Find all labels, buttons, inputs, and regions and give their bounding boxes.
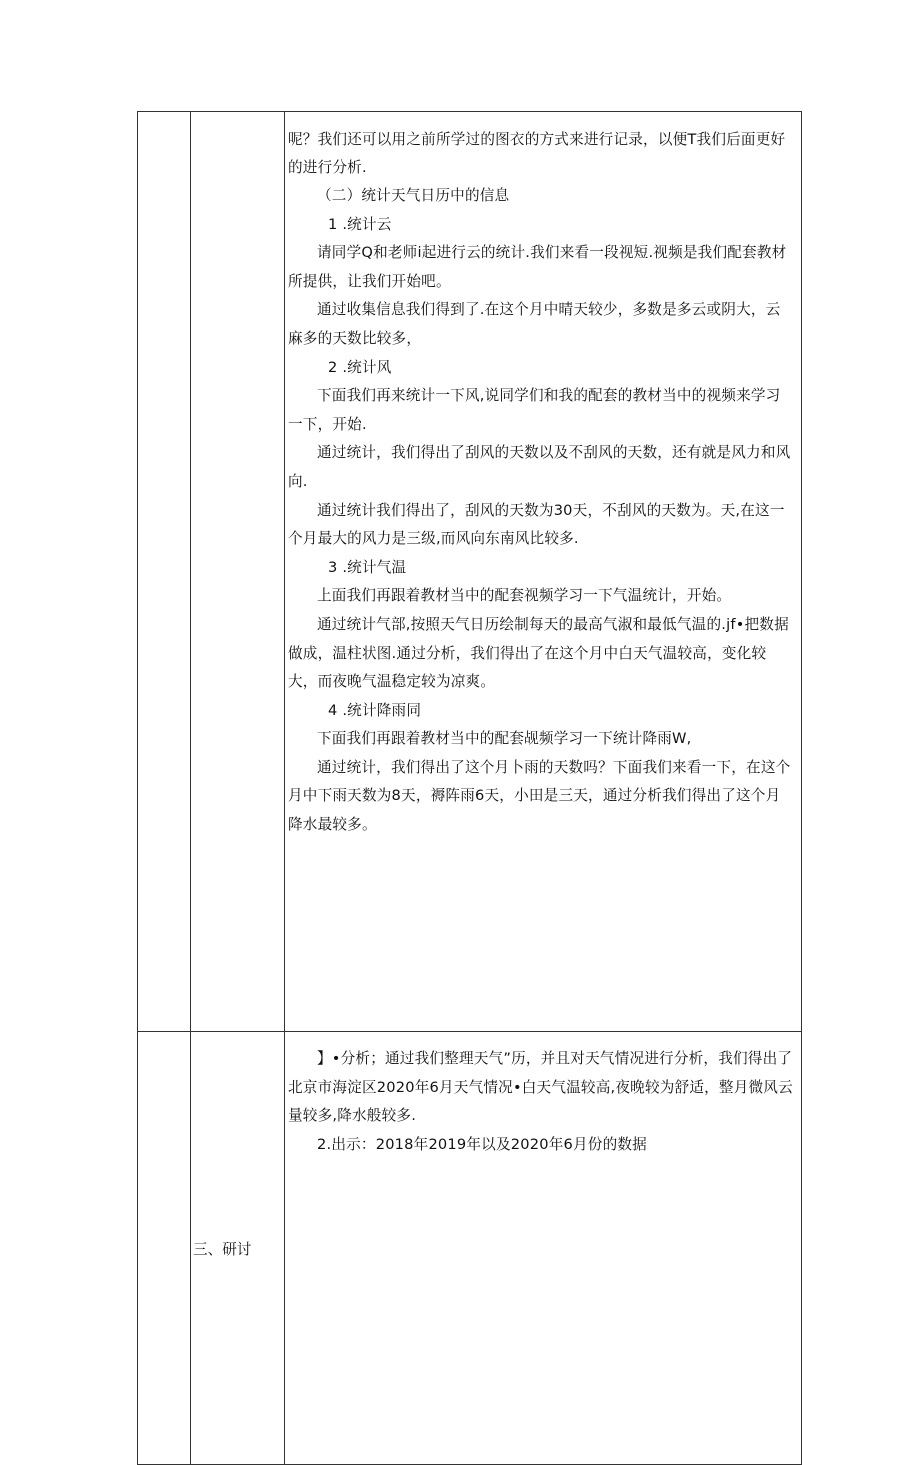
subheading-wind: 2 .统计风 [328,358,392,376]
table-row [138,1032,802,1465]
table-cell-content [285,112,802,1032]
paragraph-analysis: 】•分析；通过我们整理天气”历，并且对天气情况进行分析，我们得出了北京市海淀区2020年6月天气情况•白天气温较高,夜晚较为舒适，整月微风云量较多,降水般较多. [288,1050,793,1125]
paragraph-temperature-result: 通过统计气部,按照天气日历绘制每天的最高气淑和最低气温的.jf•把数据做成，温柱状图.通过分析，我们得出了在这个月中白天气温较高，变化较大，而夜晚气温稳定较为凉爽。 [288,615,789,691]
heading-statistics: （二）统计天气日历中的信息 [317,187,510,204]
table-cell-content [285,1032,802,1465]
table-cell-stage-empty [191,112,285,1032]
paragraph-wind-stats: 通过统计，我们得出了刮风的天数以及不刮风的天数，还有就是风力和风向. [288,444,791,490]
paragraph-rain-result: 通过统计，我们得出了这个月卜雨的天数吗？下面我们来看一下，在这个月中下雨天数为8天，褥阵雨6天，小田是三天，通过分析我们得出了这个月降水最较多。 [288,758,791,834]
table-cell-empty [138,1032,191,1465]
stage-label: 三、研讨 [191,1032,285,1465]
paragraph-wind-result: 通过统计我们得出了，刮风的天数为30天，不刮风的天数为。天,在这一个月最大的风力是三级,而风向东南风比较多. [288,501,785,548]
table-cell-empty [138,112,191,1032]
paragraph-wind-video: 下面我们再来统计一下风,说同学们和我的配套的教材当中的视频来学习一下，开始. [288,387,781,433]
paragraph-clouds-video: 请同学Q和老师i起进行云的统计.我们来看一段视短.视频是我们配套教材所提供，让我们开始吧。 [288,244,787,290]
table-row [138,112,802,1032]
paragraph-rain-video: 下面我们再跟着教材当中的配套觇频学习一下统计降雨W, [317,730,692,748]
paragraph-intro: 呢？我们还可以用之前所学过的图衣的方式来进行记录，以便T我们后面更好的进行分析. [288,131,786,176]
paragraph-temperature-video: 上面我们再跟着教材当中的配套视频学习一下气温统计，开始。 [317,587,732,605]
paragraph-clouds-result: 通过收集信息我们得到了.在这个月中晴天较少，多数是多云或阴大，云麻多的天数比较多， [288,301,781,347]
subheading-rain: 4 .统计降雨同 [328,701,422,719]
paragraph-data-show: 2.出示：2018年2019年以及2020年6月份的数据 [317,1135,647,1153]
lesson-plan-table [137,111,802,1465]
subheading-clouds: 1 .统计云 [328,215,392,233]
subheading-temperature: 3 .统计气温 [328,558,407,576]
